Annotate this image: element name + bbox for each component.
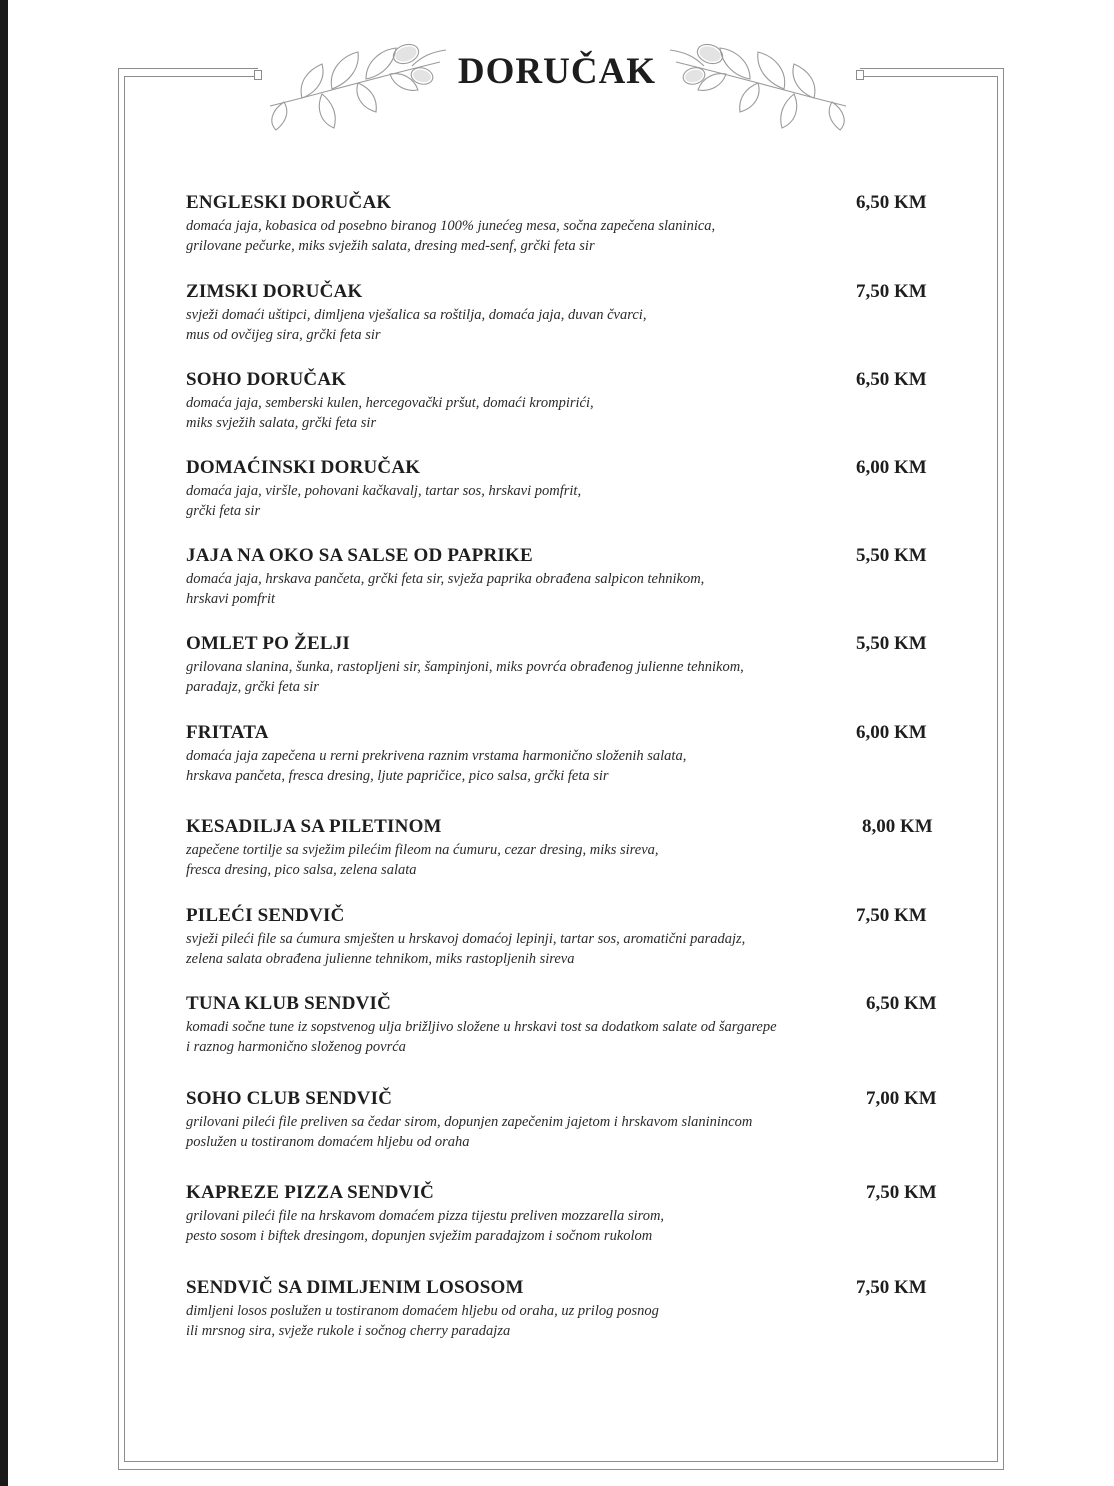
menu-item-name: JAJA NA OKO SA SALSE OD PAPRIKE [186, 545, 533, 566]
menu-item-name: KAPREZE PIZZA SENDVIČ [186, 1182, 435, 1203]
menu-item-name: SENDVIČ SA DIMLJENIM LOSOSOM [186, 1277, 524, 1298]
menu-item-description: komadi sočne tune iz sopstvenog ulja brižljivo složene u hrskavi tost sa dodatkom salate od šargarepe i raznog harmonično složenog povrća [186, 1019, 777, 1055]
menu-item-price: 5,50 KM [856, 633, 927, 654]
menu-item-price: 7,50 KM [856, 1277, 927, 1298]
menu-item-name: ENGLESKI DORUČAK [186, 192, 392, 213]
menu-item-name: OMLET PO ŽELJI [186, 633, 350, 654]
menu-item-description: domaća jaja, semberski kulen, hercegovački pršut, domaći krompirići, miks svježih salata, grčki feta sir [186, 395, 594, 431]
menu-item-description: svježi domaći uštipci, dimljena vješalica sa roštilja, domaća jaja, duvan čvarci, mus od ovčijeg sira, grčki feta sir [186, 307, 647, 343]
page-edge-shadow [0, 0, 8, 1486]
menu-item-price: 7,50 KM [856, 905, 927, 926]
menu-title: DORUČAK [457, 51, 657, 92]
menu-item-price: 5,50 KM [856, 545, 927, 566]
menu-item-name: TUNA KLUB SENDVIČ [186, 993, 392, 1014]
menu-item-description: domaća jaja zapečena u rerni prekrivena raznim vrstama harmonično složenih salata, hrskava pančeta, fresca dresing, ljute papričice, pico salsa, grčki feta sir [186, 748, 687, 784]
menu-item-price: 8,00 KM [862, 816, 933, 837]
menu-item-price: 7,00 KM [866, 1088, 937, 1109]
menu-item-name: KESADILJA SA PILETINOM [186, 816, 442, 837]
menu-item-name: SOHO CLUB SENDVIČ [186, 1088, 393, 1109]
menu-item-name: ZIMSKI DORUČAK [186, 281, 363, 302]
menu-item-description: domaća jaja, viršle, pohovani kačkavalj, tartar sos, hrskavi pomfrit, grčki feta sir [186, 483, 582, 519]
menu-item-name: FRITATA [186, 722, 269, 743]
menu-item-description: domaća jaja, kobasica od posebno biranog 100% junećeg mesa, sočna zapečena slaninica, grilovane pečurke, miks svježih salata, dresing med-senf, grčki feta sir [186, 218, 716, 254]
menu-item-description: grilovana slanina, šunka, rastopljeni sir, šampinjoni, miks povrća obrađenog julienne tehnikom, paradajz, grčki feta sir [186, 659, 744, 695]
menu-item-name: DOMAĆINSKI DORUČAK [186, 457, 421, 478]
menu-item-price: 6,00 KM [856, 722, 927, 743]
menu-item-price: 6,50 KM [856, 369, 927, 390]
menu-item-name: SOHO DORUČAK [186, 369, 347, 390]
menu-item-price: 6,50 KM [866, 993, 937, 1014]
menu-item-description: domaća jaja, hrskava pančeta, grčki feta sir, svježa paprika obrađena salpicon tehnikom, hrskavi pomfrit [186, 571, 705, 607]
menu-item-description: svježi pileći file sa ćumura smješten u hrskavoj domaćoj lepinji, tartar sos, aromatični paradajz, zelena salata obrađena julienne tehnikom, miks rastopljenih sireva [186, 931, 746, 967]
menu-item-description: zapečene tortilje sa svježim pilećim fileom na ćumuru, cezar dresing, miks sireva, fresca dresing, pico salsa, zelena salata [186, 842, 659, 878]
menu-item-description: grilovani pileći file preliven sa čedar sirom, dopunjen zapečenim jajetom i hrskavom slaninincom poslužen u tostiranom domaćem hljebu od oraha [186, 1114, 753, 1150]
menu-item-price: 6,50 KM [856, 192, 927, 213]
menu-item-price: 6,00 KM [856, 457, 927, 478]
menu-item-name: PILEĆI SENDVIČ [186, 905, 345, 926]
menu-item-description: grilovani pileći file na hrskavom domaćem pizza tijestu preliven mozzarella sirom, pesto sosom i biftek dresingom, dopunjen svježim paradajzom i sočnom rukolom [186, 1208, 665, 1244]
menu-item-description: dimljeni losos poslužen u tostiranom domaćem hljebu od oraha, uz prilog posnog ili mrsnog sira, svježe rukole i sočnog cherry paradajza [186, 1303, 659, 1339]
menu-item-price: 7,50 KM [856, 281, 927, 302]
menu-item-price: 7,50 KM [866, 1182, 937, 1203]
